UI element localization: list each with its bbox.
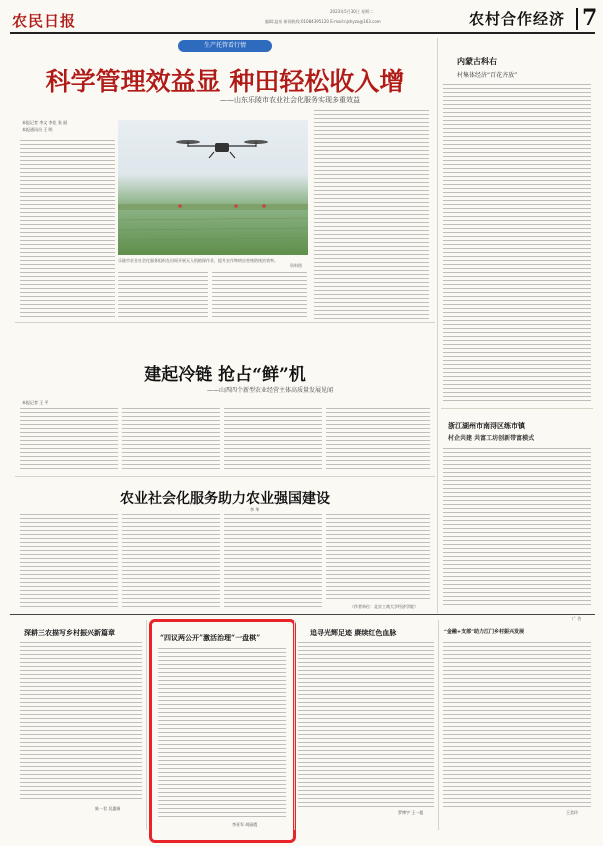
strong-nation-text-2 [122,514,220,610]
section-divider [576,8,578,30]
editor-line: 编辑:温泉 新闻热线:01084395120 E-mail:njshyzx@163.com [265,19,381,24]
cold-chain-text-2 [122,408,220,470]
strong-nation-text-1 [20,514,118,610]
lead-headline: 科学管理效益显 种田轻松收入增 [45,67,405,96]
side1-subtitle: 村集体经济“百花齐放” [457,72,518,79]
bottom-band-label: 广 告 [572,616,582,621]
bottom-col4-text [443,642,591,807]
lead-photo-credit: 资料图 [290,263,302,268]
bottom-col3-title: 追寻光辉足迹 赓续红色血脉 [310,628,397,637]
lead-text-column-1 [20,140,115,320]
side2-subtitle: 村企共建 共富工坊创新带富模式 [448,435,535,442]
lead-text-column-3 [314,110,429,320]
cold-chain-byline: 本报记者 王 平 [22,400,49,405]
drone-illustration [118,120,308,255]
side2-text [443,448,591,608]
drone-icon [176,140,268,158]
bottom-col3-byline: 罗博宇 王一超 [398,810,424,815]
masthead [10,5,598,32]
cold-chain-rule [15,476,435,477]
section-title: 农村合作经济 [469,10,566,28]
bottom-col4-byline: 王美玲 [566,810,578,815]
bottom-col1-text [20,642,142,802]
bottom-col3-text [298,642,434,807]
lead-text-column-2 [212,272,307,320]
strong-nation-text-4 [326,514,430,602]
bottom-col2-byline: 李亚军 胡丽霞 [232,822,258,827]
bottom-col1-byline: 陈一君 吴惠娟 [95,806,121,811]
lead-byline-1: 本报记者 李文 李佳 张 丽 [22,120,68,125]
bottom-col4-title: “金融+支部”助力江门乡村振兴发展 [444,629,524,635]
strong-nation-text-3 [224,514,322,610]
bottom-col2-text [158,648,286,818]
date-line: 2023年5月30日 星期二 [330,9,374,14]
strong-nation-headline: 农业社会化服务助力农业强国建设 [120,491,330,507]
bottom-col2-title: “四议两公开”激活治理“一盘棋” [160,633,261,642]
strong-nation-footer: （作者单位：北京工商大学经济学院） [350,604,418,609]
lead-text-column-1b [118,272,208,320]
cold-chain-text-4 [326,408,430,470]
bottom-col1-title: 深耕三农描写乡村振兴新篇章 [24,628,115,637]
cold-chain-headline: 建起冷链 抢占“鲜”机 [144,365,306,385]
masthead-rule [10,32,595,34]
side1-title: 内蒙古科右 [457,56,497,66]
lead-tag: 生产托管看行情 [178,40,272,52]
bottom-band-rule [10,614,595,615]
lead-photo-caption: 乐陵市农业社会化服务组织在田间开展无人机植保作业，提升农作物病虫害统防统治效率。 [118,258,278,263]
side1-text [443,84,591,404]
side2-title: 浙江湖州市南浔区练市镇 [448,421,525,430]
sidebar-divider [437,38,438,613]
lead-byline-2: 本报通讯员 王 明 [22,127,53,132]
strong-nation-author: 李 华 [250,507,260,512]
bottom-divider-1 [146,620,147,830]
newspaper-logo: 农民日报 [12,12,77,30]
page-number: 7 [582,5,598,31]
cold-chain-text-1 [20,408,118,470]
lead-subhead: ——山东乐陵市农业社会化服务实现多重效益 [220,96,360,104]
cold-chain-text-3 [224,408,322,470]
lead-bottom-rule [15,322,435,323]
lead-photo [118,120,308,255]
bottom-divider-2 [294,620,295,830]
bottom-divider-3 [438,620,439,830]
cold-chain-subhead: ——山西四个新型农业经营主体高质量发展见闻 [206,387,333,394]
sidebar-rule [441,408,593,409]
